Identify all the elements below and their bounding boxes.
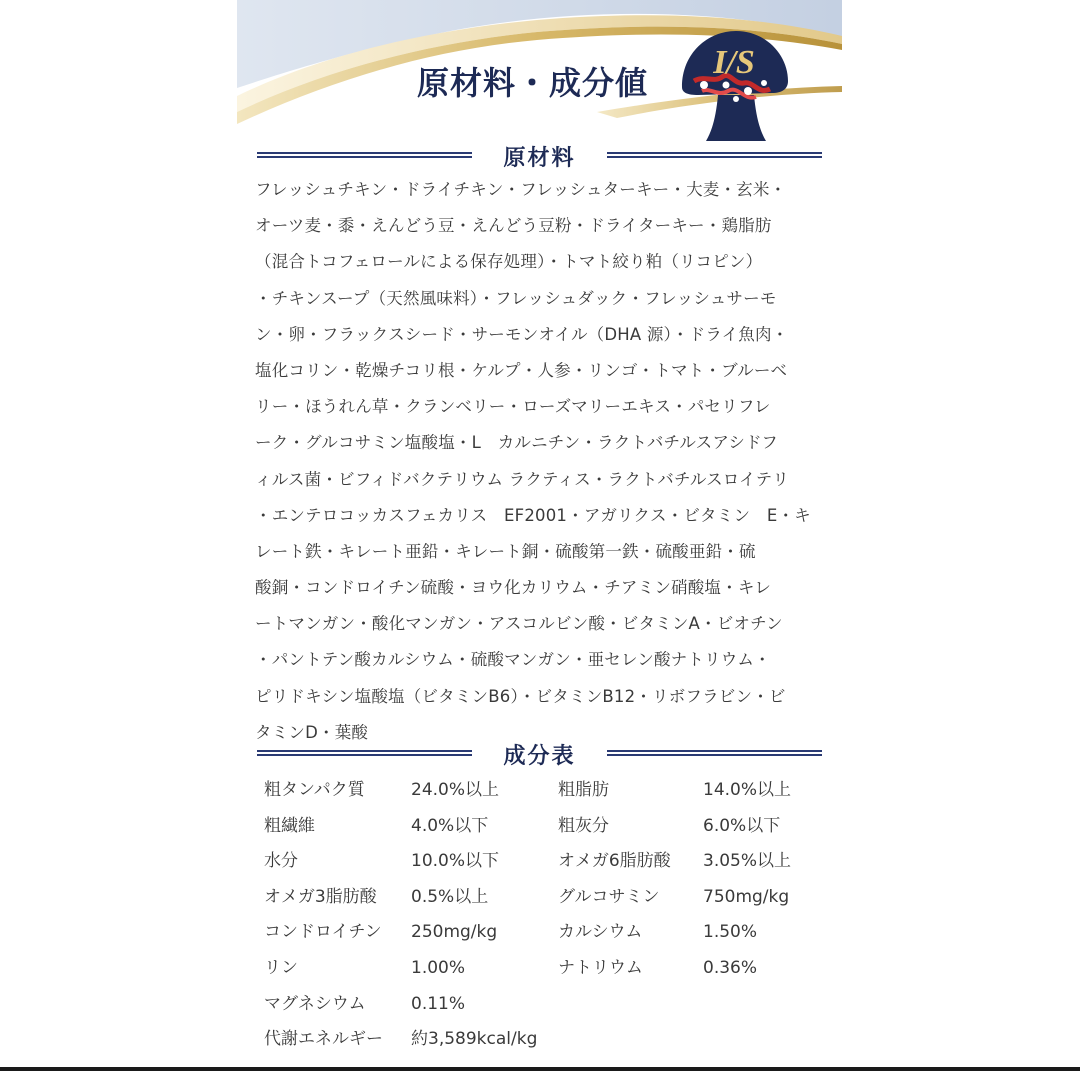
- nutrient-name: 粗灰分: [558, 815, 609, 836]
- nutrient-value: 3.05%以上: [703, 851, 792, 872]
- ingredients-line: オーツ麦・黍・えんどう豆・えんどう豆粉・ドライターキー・鶏脂肪: [255, 216, 772, 236]
- table-row: [264, 951, 824, 987]
- nutrient-value: 750mg/kg: [703, 886, 790, 907]
- ingredients-line: 塩化コリン・乾燥チコリ根・ケルプ・人参・リンゴ・トマト・ブルーベ: [255, 360, 788, 380]
- table-row: [264, 1022, 824, 1058]
- nutrient-name: グルコサミン: [558, 886, 660, 907]
- table-row: [264, 809, 824, 845]
- nutrient-name: オメガ3脂肪酸: [264, 886, 377, 907]
- nutrient-name: コンドロイチン: [264, 922, 382, 943]
- nutrient-name: ナトリウム: [558, 957, 643, 978]
- analysis-table: [264, 773, 824, 1058]
- analysis-heading: [257, 739, 822, 769]
- table-row: [264, 915, 824, 951]
- ingredients-line: タミンD・葉酸: [255, 722, 369, 742]
- ingredients-line: フレッシュチキン・ドライチキン・フレッシュターキー・大麦・玄米・: [255, 180, 787, 199]
- nutrient-value: 0.11%: [411, 993, 466, 1014]
- ingredients-line: （混合トコフェロールによる保存処理）・トマト絞り粕（リコピン）: [255, 252, 763, 272]
- nutrient-name: カルシウム: [558, 922, 643, 943]
- nutrient-name: 水分: [264, 851, 298, 872]
- ingredients-heading-label: 原材料: [503, 146, 576, 171]
- nutrient-value: 0.5%以上: [411, 886, 489, 907]
- table-row: [264, 987, 824, 1023]
- ingredients-line: リー・ほうれん草・クランベリー・ローズマリーエキス・パセリフレ: [255, 397, 771, 417]
- page-title: 原材料・成分値: [417, 64, 649, 102]
- nutrient-value: 6.0%以下: [703, 815, 781, 836]
- nutrient-value: 24.0%以上: [411, 780, 500, 800]
- ingredients-line: 酸銅・コンドロイチン硫酸・ヨウ化カリウム・チアミン硝酸塩・キレ: [255, 578, 772, 598]
- ingredients-line: ・パントテン酸カルシウム・硫酸マンガン・亜セレン酸ナトリウム・: [255, 650, 771, 670]
- nutrient-name: リン: [264, 957, 298, 978]
- ingredients-line: ピリドキシン塩酸塩（ビタミンB6）・ビタミンB12・リボフラビン・ビ: [255, 686, 786, 706]
- nutrient-value: 1.50%: [703, 922, 758, 943]
- product-info-panel: [237, 0, 842, 1067]
- ingredients-line: ン・卵・フラックスシード・サーモンオイル（DHA 源）・ドライ魚肉・: [255, 324, 789, 344]
- ingredients-line: ・チキンスープ（天然風味料）・フレッシュダック・フレッシュサーモ: [255, 288, 777, 308]
- ingredients-line: ・エンテロコッカスフェカリス EF2001・アガリクス・ビタミン E・キ: [255, 505, 811, 525]
- nutrient-value: 約3,589kcal/kg: [411, 1029, 538, 1050]
- heading-rule-right: [607, 750, 822, 756]
- nutrient-value: 10.0%以下: [411, 851, 500, 872]
- nutrient-name: マグネシウム: [264, 993, 366, 1014]
- ingredients-heading: [257, 141, 822, 171]
- header-banner: [237, 0, 842, 150]
- ingredients-line: ートマンガン・酸化マンガン・アスコルビン酸・ビタミンA・ビオチン: [255, 614, 783, 634]
- nutrient-value: 250mg/kg: [411, 922, 498, 943]
- nutrient-name: 代謝エネルギー: [264, 1029, 383, 1050]
- nutrient-name: 粗繊維: [264, 815, 315, 836]
- table-row: [264, 844, 824, 880]
- ingredients-line: レート鉄・キレート亜鉛・キレート銅・硫酸第一鉄・硫酸亜鉛・硫: [255, 541, 756, 561]
- analysis-heading-label: 成分表: [503, 744, 576, 769]
- ingredients-line: ーク・グルコサミン塩酸塩・L カルニチン・ラクトバチルスアシドフ: [255, 433, 778, 453]
- table-row: [264, 773, 824, 809]
- svg-text:I/S: I/S: [713, 44, 755, 81]
- ingredients-line: ィルス菌・ビフィドバクテリウム ラクティス・ラクトバチルスロイテリ: [255, 469, 790, 489]
- nutrient-name: 粗タンパク質: [264, 780, 365, 800]
- heading-rule-right: [607, 152, 822, 158]
- table-row: [264, 880, 824, 916]
- nutrient-value: 0.36%: [703, 957, 758, 978]
- nutrient-value: 14.0%以上: [703, 780, 792, 800]
- ingredients-list: [255, 172, 829, 751]
- bottom-divider: [0, 1067, 1080, 1071]
- brand-logo-icon: [674, 25, 794, 145]
- nutrient-name: 粗脂肪: [558, 780, 609, 800]
- nutrient-value: 4.0%以下: [411, 815, 489, 836]
- nutrient-name: オメガ6脂肪酸: [558, 851, 671, 872]
- nutrient-value: 1.00%: [411, 957, 466, 978]
